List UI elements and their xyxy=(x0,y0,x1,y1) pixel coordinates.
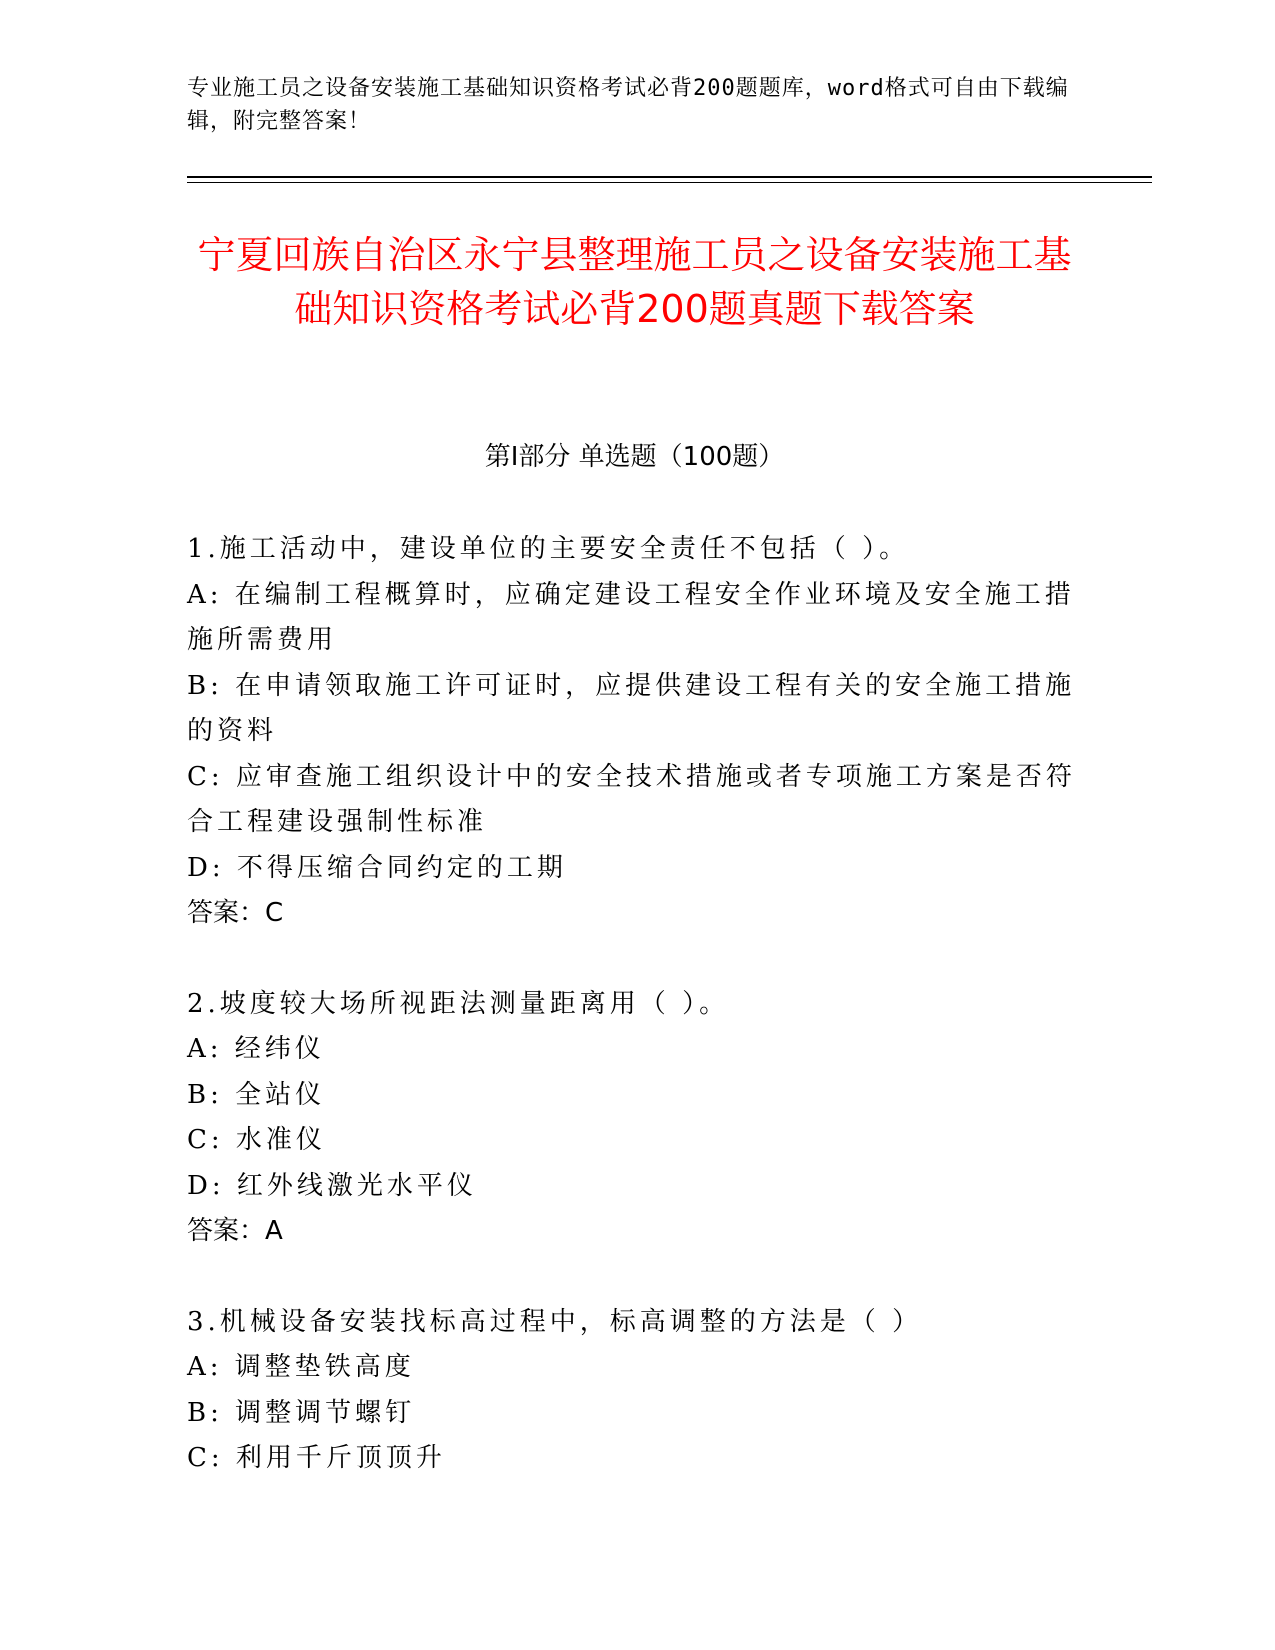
question-2 xyxy=(187,982,1082,1255)
option-a: A: 调整垫铁高度 xyxy=(187,1352,415,1382)
option-a: A: 经纬仪 xyxy=(187,1034,325,1064)
header-rule-thin xyxy=(187,182,1152,183)
document-title: 宁夏回族自治区永宁县整理施工员之设备安装施工基础知识资格考试必背200题真题下载答案 xyxy=(197,233,1072,331)
answer: 答案：A xyxy=(187,1216,283,1246)
question-3 xyxy=(187,1300,1082,1482)
option-c: C: 应审查施工组织设计中的安全技术措施或者专项施工方案是否符合工程建设强制性标准 xyxy=(187,761,1076,837)
page-header-text: 专业施工员之设备安装施工基础知识资格考试必背200题题库，word格式可自由下载编辑，附完整答案！ xyxy=(187,76,1069,134)
option-c: C: 利用千斤顶顶升 xyxy=(187,1443,446,1473)
option-b: B: 调整调节螺钉 xyxy=(187,1397,416,1428)
option-b: B: 全站仪 xyxy=(187,1079,326,1110)
option-d: D: 不得压缩合同约定的工期 xyxy=(187,852,567,883)
question-list xyxy=(187,527,1082,1527)
question-stem: 1.施工活动中，建设单位的主要安全责任不包括（ ）。 xyxy=(187,534,910,564)
header-rule-thick xyxy=(187,176,1152,178)
option-d: D: 红外线激光水平仪 xyxy=(187,1170,477,1201)
option-c: C: 水准仪 xyxy=(187,1125,326,1155)
question-1 xyxy=(187,527,1082,937)
question-stem: 3.机械设备安装找标高过程中，标高调整的方法是（ ） xyxy=(187,1306,923,1337)
option-b: B: 在申请领取施工许可证时，应提供建设工程有关的安全施工措施的资料 xyxy=(187,670,1076,746)
section-heading: 第Ⅰ部分 单选题（100题） xyxy=(484,442,785,472)
answer: 答案：C xyxy=(187,898,284,928)
question-stem: 2.坡度较大场所视距法测量距离用（ ）。 xyxy=(187,988,730,1019)
option-a: A: 在编制工程概算时，应确定建设工程安全作业环境及安全施工措施所需费用 xyxy=(187,579,1075,655)
